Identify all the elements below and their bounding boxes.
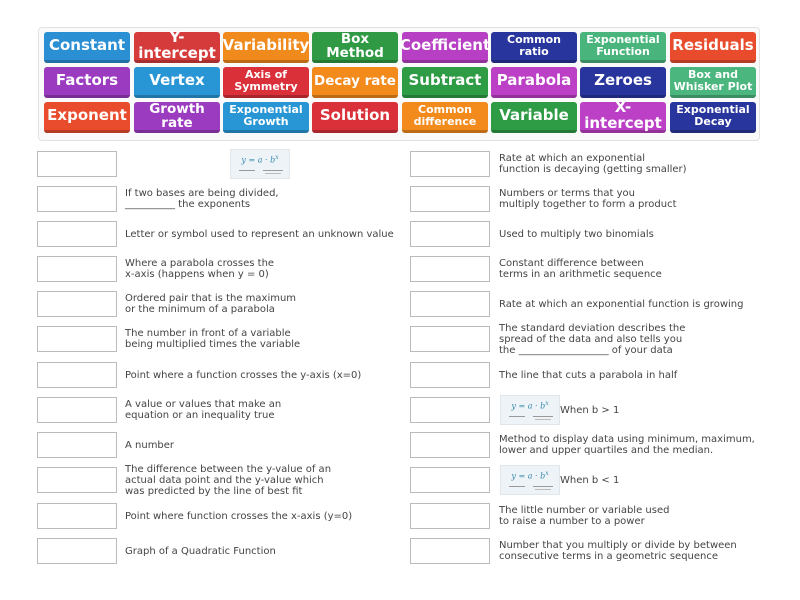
clue-text: Constant difference between terms in an arithmetic sequence [499, 258, 662, 280]
formula-text: $y = a \cdot b^x$ [511, 470, 549, 481]
answer-drop-slot[interactable] [410, 397, 490, 423]
exponent-x: x [545, 400, 549, 407]
word-tile[interactable]: Constant [44, 32, 130, 63]
word-tile[interactable]: Vertex [134, 67, 220, 98]
answer-drop-slot[interactable] [37, 221, 117, 247]
word-tile[interactable]: Exponent [44, 102, 130, 133]
clue-text: A value or values that make an equation or an inequality true [125, 399, 282, 421]
clue-text: Graph of a Quadratic Function [125, 545, 276, 557]
clue-text: The standard deviation describes the spread of the data and also tells you the __________________ of your data [499, 322, 686, 356]
clue-text: Ordered pair that is the maximum or the minimum of a parabola [125, 293, 297, 315]
exponential-formula-image [500, 395, 560, 425]
word-tile[interactable]: Axis of Symmetry [223, 67, 309, 98]
exponent-x: x [275, 154, 279, 161]
formula-caption-line [265, 173, 281, 174]
word-tile[interactable]: Exponential Function [580, 32, 666, 63]
answer-drop-slot[interactable] [410, 256, 490, 282]
word-tile[interactable]: X-intercept [580, 102, 666, 133]
word-tile[interactable]: Common ratio [491, 32, 577, 63]
word-tile[interactable]: Decay rate [312, 67, 398, 98]
answer-drop-slot[interactable] [37, 326, 117, 352]
formula-caption-line [535, 419, 551, 420]
clue-text: Rate at which an exponential function is growing [499, 298, 744, 310]
answer-drop-slot[interactable] [37, 151, 117, 177]
answer-drop-slot[interactable] [410, 221, 490, 247]
answer-drop-slot[interactable] [410, 326, 490, 352]
word-tile[interactable]: Common difference [402, 102, 488, 133]
formula-caption-line [509, 486, 525, 487]
word-tile[interactable]: Box Method [312, 32, 398, 63]
clue-text: The little number or variable used to raise a number to a power [499, 505, 670, 527]
word-tile[interactable]: Y-intercept [134, 32, 220, 63]
word-tile[interactable]: Box and Whisker Plot [670, 67, 756, 98]
word-tile[interactable]: Residuals [670, 32, 756, 63]
answer-drop-slot[interactable] [410, 432, 490, 458]
clue-text: Rate at which an exponential function is decaying (getting smaller) [499, 153, 687, 175]
word-tile[interactable]: Growth rate [134, 102, 220, 133]
answer-drop-slot[interactable] [37, 186, 117, 212]
answer-drop-slot[interactable] [37, 432, 117, 458]
clue-text: When b < 1 [560, 474, 620, 486]
clue-text: The line that cuts a parabola in half [499, 369, 678, 381]
clue-text: Point where function crosses the x-axis (y=0) [125, 510, 353, 522]
word-tile[interactable]: Exponential Decay [670, 102, 756, 133]
answer-drop-slot[interactable] [410, 362, 490, 388]
word-bank [38, 27, 760, 141]
word-tile[interactable]: Subtract [402, 67, 488, 98]
formula-caption-line [533, 416, 553, 417]
word-tile[interactable]: Coefficient [402, 32, 488, 63]
clue-text: Where a parabola crosses the x-axis (happens when y = 0) [125, 258, 275, 280]
word-tile[interactable]: Factors [44, 67, 130, 98]
formula-caption-line [263, 170, 283, 171]
formula-caption-line [239, 170, 255, 171]
answer-drop-slot[interactable] [37, 256, 117, 282]
answer-drop-slot[interactable] [410, 467, 490, 493]
clue-text: The number in front of a variable being multiplied times the variable [125, 328, 301, 350]
answer-drop-slot[interactable] [410, 151, 490, 177]
answer-drop-slot[interactable] [410, 503, 490, 529]
clue-text: Point where a function crosses the y-axis (x=0) [125, 369, 362, 381]
answer-drop-slot[interactable] [37, 362, 117, 388]
clue-text: Letter or symbol used to represent an unknown value [125, 228, 394, 240]
clue-text: Used to multiply two binomials [499, 228, 654, 240]
word-tile[interactable]: Variability [223, 32, 309, 63]
answer-drop-slot[interactable] [410, 538, 490, 564]
word-tile[interactable]: Zeroes [580, 67, 666, 98]
answer-drop-slot[interactable] [37, 538, 117, 564]
answer-drop-slot[interactable] [410, 291, 490, 317]
answer-drop-slot[interactable] [37, 291, 117, 317]
exponential-formula-image [230, 149, 290, 179]
answer-drop-slot[interactable] [37, 503, 117, 529]
clue-text: Number that you multiply or divide by between consecutive terms in a geometric sequence [499, 540, 737, 562]
exponent-x: x [545, 470, 549, 477]
clue-text: The difference between the y-value of an actual data point and the y-value which was predicted by the line of best fit [125, 463, 332, 497]
clue-text: When b > 1 [560, 404, 620, 416]
clue-text: A number [125, 439, 175, 451]
exponential-formula-image [500, 465, 560, 495]
word-tile[interactable]: Exponential Growth [223, 102, 309, 133]
formula-caption-line [533, 486, 553, 487]
word-tile[interactable]: Parabola [491, 67, 577, 98]
word-tile[interactable]: Solution [312, 102, 398, 133]
answer-drop-slot[interactable] [37, 397, 117, 423]
formula-text: $y = a \cdot b^x$ [241, 154, 279, 165]
formula-caption-line [535, 489, 551, 490]
clue-text: If two bases are being divided, __________ the exponents [125, 188, 279, 210]
clue-text: Numbers or terms that you multiply together to form a product [499, 188, 677, 210]
formula-caption-line [509, 416, 525, 417]
word-tile[interactable]: Variable [491, 102, 577, 133]
answer-drop-slot[interactable] [410, 186, 490, 212]
clue-text: Method to display data using minimum, maximum, lower and upper quartiles and the median. [499, 434, 755, 456]
answer-drop-slot[interactable] [37, 467, 117, 493]
formula-text: $y = a \cdot b^x$ [511, 400, 549, 411]
